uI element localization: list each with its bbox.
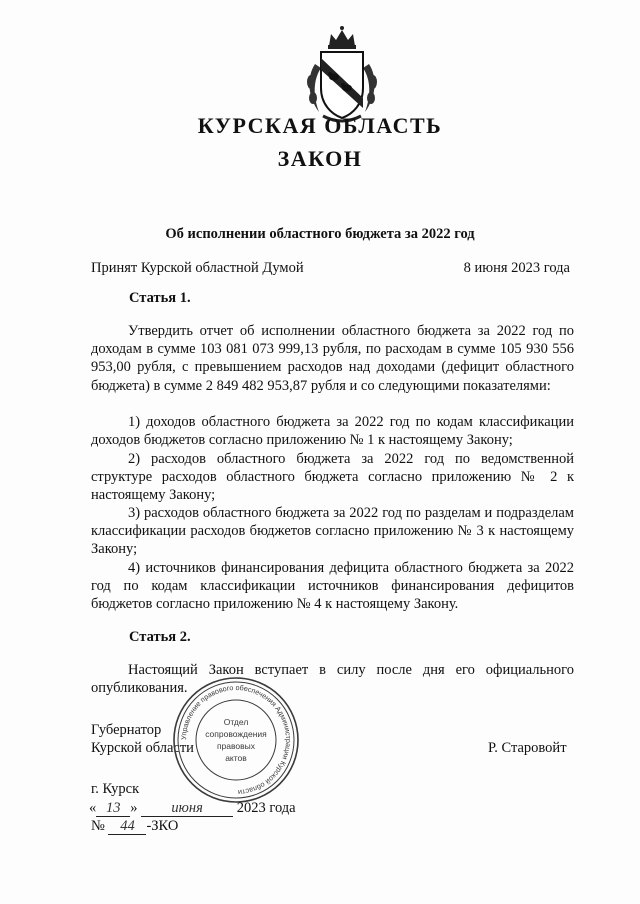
close-quote: » [130,800,138,816]
signing-month: июня [141,801,233,817]
article-1-item-1: 1) доходов областного бюджета за 2022 год по кодам классификации доходов бюджетов согласно приложению № 1 к настоящему Закону; [91,414,574,449]
article-1-heading: Статья 1. [129,290,191,306]
article-1-item-4: 4) источников финансирования дефицита областного бюджета за 2022 год по кодам классификации источников финансирования дефицитов бюджетов согласно приложению № 4 к настоящему Закону. [91,560,574,613]
document-type-heading: ЗАКОН [277,146,363,171]
signing-day: 13 [96,801,130,817]
open-quote: « [89,800,97,816]
number-sign: № [91,818,105,834]
law-number-suffix: -ЗКО [146,818,179,834]
official-seal-stamp [171,675,301,805]
article-1-item-2: 2) расходов областного бюджета за 2022 год по ведомственной структуре расходов областного бюджета согласно приложению № 2 к настоящему Закону; [91,451,574,504]
seal-line-2: сопровождения [205,729,267,739]
seal-line-1: Отдел [223,717,249,727]
governor-name: Р. Старовойт [488,740,567,756]
article-2-text: Настоящий Закон вступает в силу после дня его официального опубликования. [91,662,574,697]
article-2-heading: Статья 2. [129,629,191,645]
city: г. Курск [91,781,140,797]
seal-line-3: правовых [216,741,256,751]
article-1-item-3: 3) расходов областного бюджета за 2022 год по разделам и подразделам классификации расходов бюджетов согласно приложению № 3 к настоящему Закону; [91,505,574,558]
signing-year: 2023 года [236,800,296,816]
governor-line-2: Курской области [91,740,194,756]
seal-ring-text: Управление правового обеспечения Администрации Курской области [178,682,294,797]
seal-line-4: актов [225,753,247,763]
coat-of-arms-emblem [301,24,383,126]
crown-icon [328,26,356,49]
adopted-by: Принят Курской областной Думой [91,260,304,276]
law-number [91,818,178,835]
article-1-intro: Утвердить отчет об исполнении областного бюджета за 2022 год по доходам в сумме 103 081 073 999,13 рубля, по расходам в сумме 105 930 556 953,00 рубля, с превышением расходов над доходами (дефицит областного бюджета) в сумме 2 849 482 953,87 рубля и со следующими показателями: [91,323,574,394]
region-heading: КУРСКАЯ ОБЛАСТЬ [197,113,443,138]
governor-line-1: Губернатор [91,722,162,738]
adoption-date: 8 июня 2023 года [463,260,570,276]
signing-date [89,800,296,817]
law-title: Об исполнении областного бюджета за 2022 год [165,226,475,242]
law-number-value: 44 [108,819,146,835]
